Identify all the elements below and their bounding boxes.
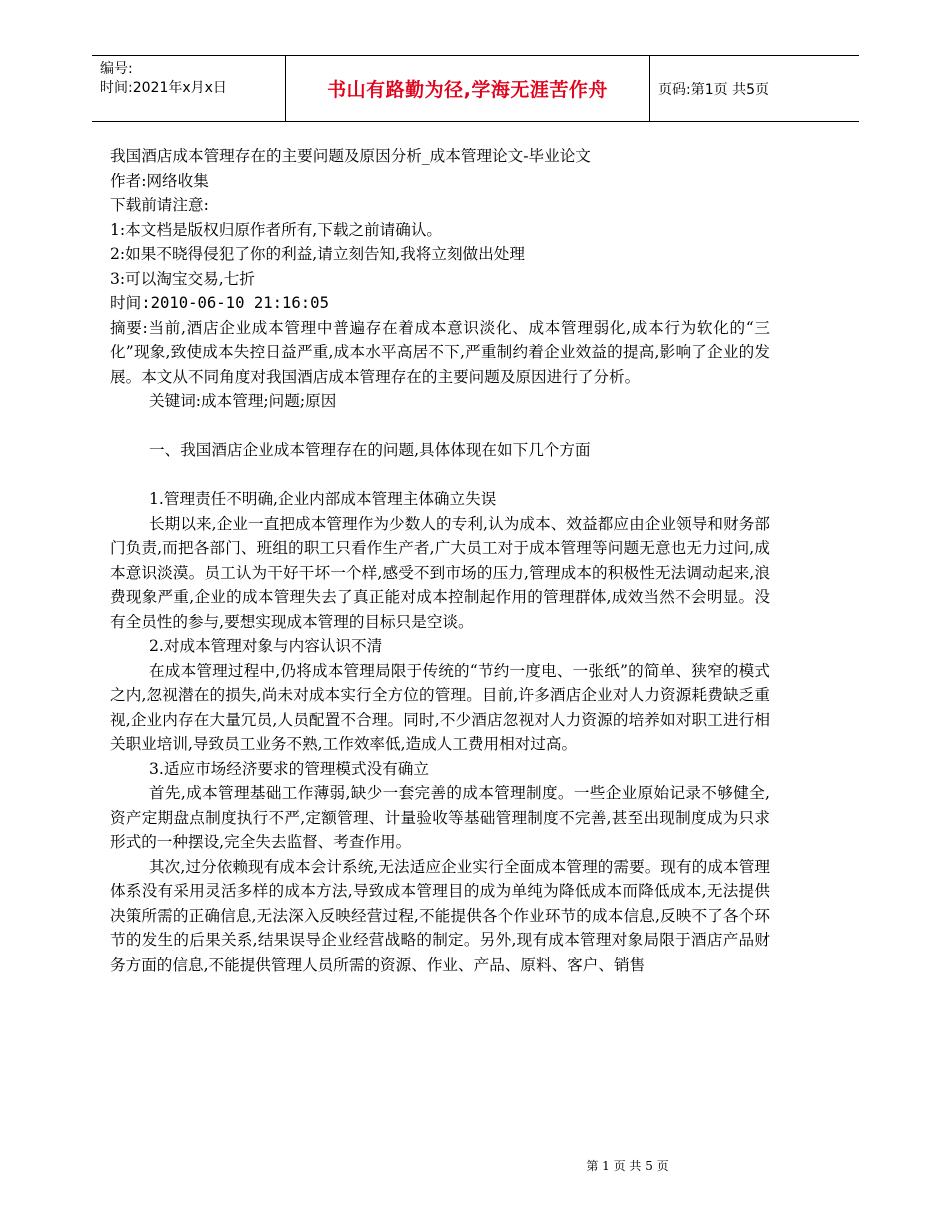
page-info: 页码:第1页 共5页 <box>658 81 769 98</box>
paragraph-1: 长期以来,企业一直把成本管理作为少数人的专利,认为成本、效益都应由企业领导和财务部门负责,而把各部门、班组的职工只看作生产者,广大员工对于成本管理等问题无意也无力过问,成本意识淡漠。员工认为干好干坏一个样,感受不到市场的压力,管理成本的积极性无法调动起来,浪费现象严重,企业的成本管理失去了真正能对成本控制起作用的管理群体,成效当然不会明显。没有全员性的参与,要想实现成本管理的目标只是空谈。 <box>110 514 770 631</box>
time-label: 时间:2021年x月x日 <box>100 80 227 96</box>
page-footer: 第 1 页 共 5 页 <box>586 1159 669 1173</box>
header-table <box>92 55 859 122</box>
header-page-cell <box>650 56 859 121</box>
doc-time: 时间:2010-06-10 21:16:05 <box>110 294 329 312</box>
notice-title: 下载前请注意: <box>110 196 209 214</box>
doc-author: 作者:网络收集 <box>110 171 209 190</box>
document-body <box>110 144 770 977</box>
motto-text: 书山有路勤为径,学海无涯苦作舟 <box>327 79 608 101</box>
subheading-2: 2.对成本管理对象与内容认识不清 <box>149 637 383 655</box>
spacer <box>110 414 770 439</box>
header-left-cell <box>92 56 285 121</box>
spacer <box>110 463 770 488</box>
paragraph-4: 其次,过分依赖现有成本会计系统,无法适应企业实行全面成本管理的需要。现有的成本管理体系没有采用灵活多样的成本方法,导致成本管理目的成为单纯为降低成本而降低成本,无法提供决策所需的正确信息,无法深入反映经营过程,不能提供各个作业环节的成本信息,反映不了各个环节的发生的后果关系,结果误导企业经营战略的制定。另外,现有成本管理对象局限于酒店产品财务方面的信息,不能提供管理人员所需的资源、作业、产品、原料、客户、销售 <box>110 857 770 974</box>
paragraph-3: 首先,成本管理基础工作薄弱,缺少一套完善的成本管理制度。一些企业原始记录不够健全,资产定期盘点制度执行不严,定额管理、计量验收等基础管理制度不完善,甚至出现制度成为只求形式的一种摆设,完全失去监督、考查作用。 <box>110 784 770 851</box>
subheading-1: 1.管理责任不明确,企业内部成本管理主体确立失误 <box>149 490 497 508</box>
paragraph-2: 在成本管理过程中,仍将成本管理局限于传统的“节约一度电、一张纸”的简单、狭窄的模式之内,忽视潜在的损失,尚未对成本实行全方位的管理。目前,许多酒店企业对人力资源耗费缺乏重视,企业内存在大量冗员,人员配置不合理。同时,不少酒店忽视对人力资源的培养如对职工进行相关职业培训,导致员工业务不熟,工作效率低,造成人工费用相对过高。 <box>110 661 770 753</box>
abstract: 摘要:当前,酒店企业成本管理中普遍存在着成本意识淡化、成本管理弱化,成本行为软化的“三化”现象,致使成本失控日益严重,成本水平高居不下,严重制约着企业效益的提高,影响了企业的发展。本文从不同角度对我国酒店成本管理存在的主要问题及原因进行了分析。 <box>110 318 770 386</box>
keywords: 关键词:成本管理;问题;原因 <box>149 392 337 410</box>
notice-item-1: 1:本文档是版权归原作者所有,下载之前请确认。 <box>110 220 443 239</box>
header-motto-cell <box>285 56 650 121</box>
subheading-3: 3.适应市场经济要求的管理模式没有确立 <box>149 759 429 778</box>
notice-item-2: 2:如果不晓得侵犯了你的利益,请立刻告知,我将立刻做出处理 <box>110 245 525 263</box>
number-label: 编号: <box>100 61 133 77</box>
section-heading-1: 一、我国酒店企业成本管理存在的问题,具体体现在如下几个方面 <box>149 441 591 459</box>
notice-item-3: 3:可以淘宝交易,七折 <box>110 269 255 288</box>
doc-title: 我国酒店成本管理存在的主要问题及原因分析_成本管理论文-毕业论文 <box>110 147 591 165</box>
